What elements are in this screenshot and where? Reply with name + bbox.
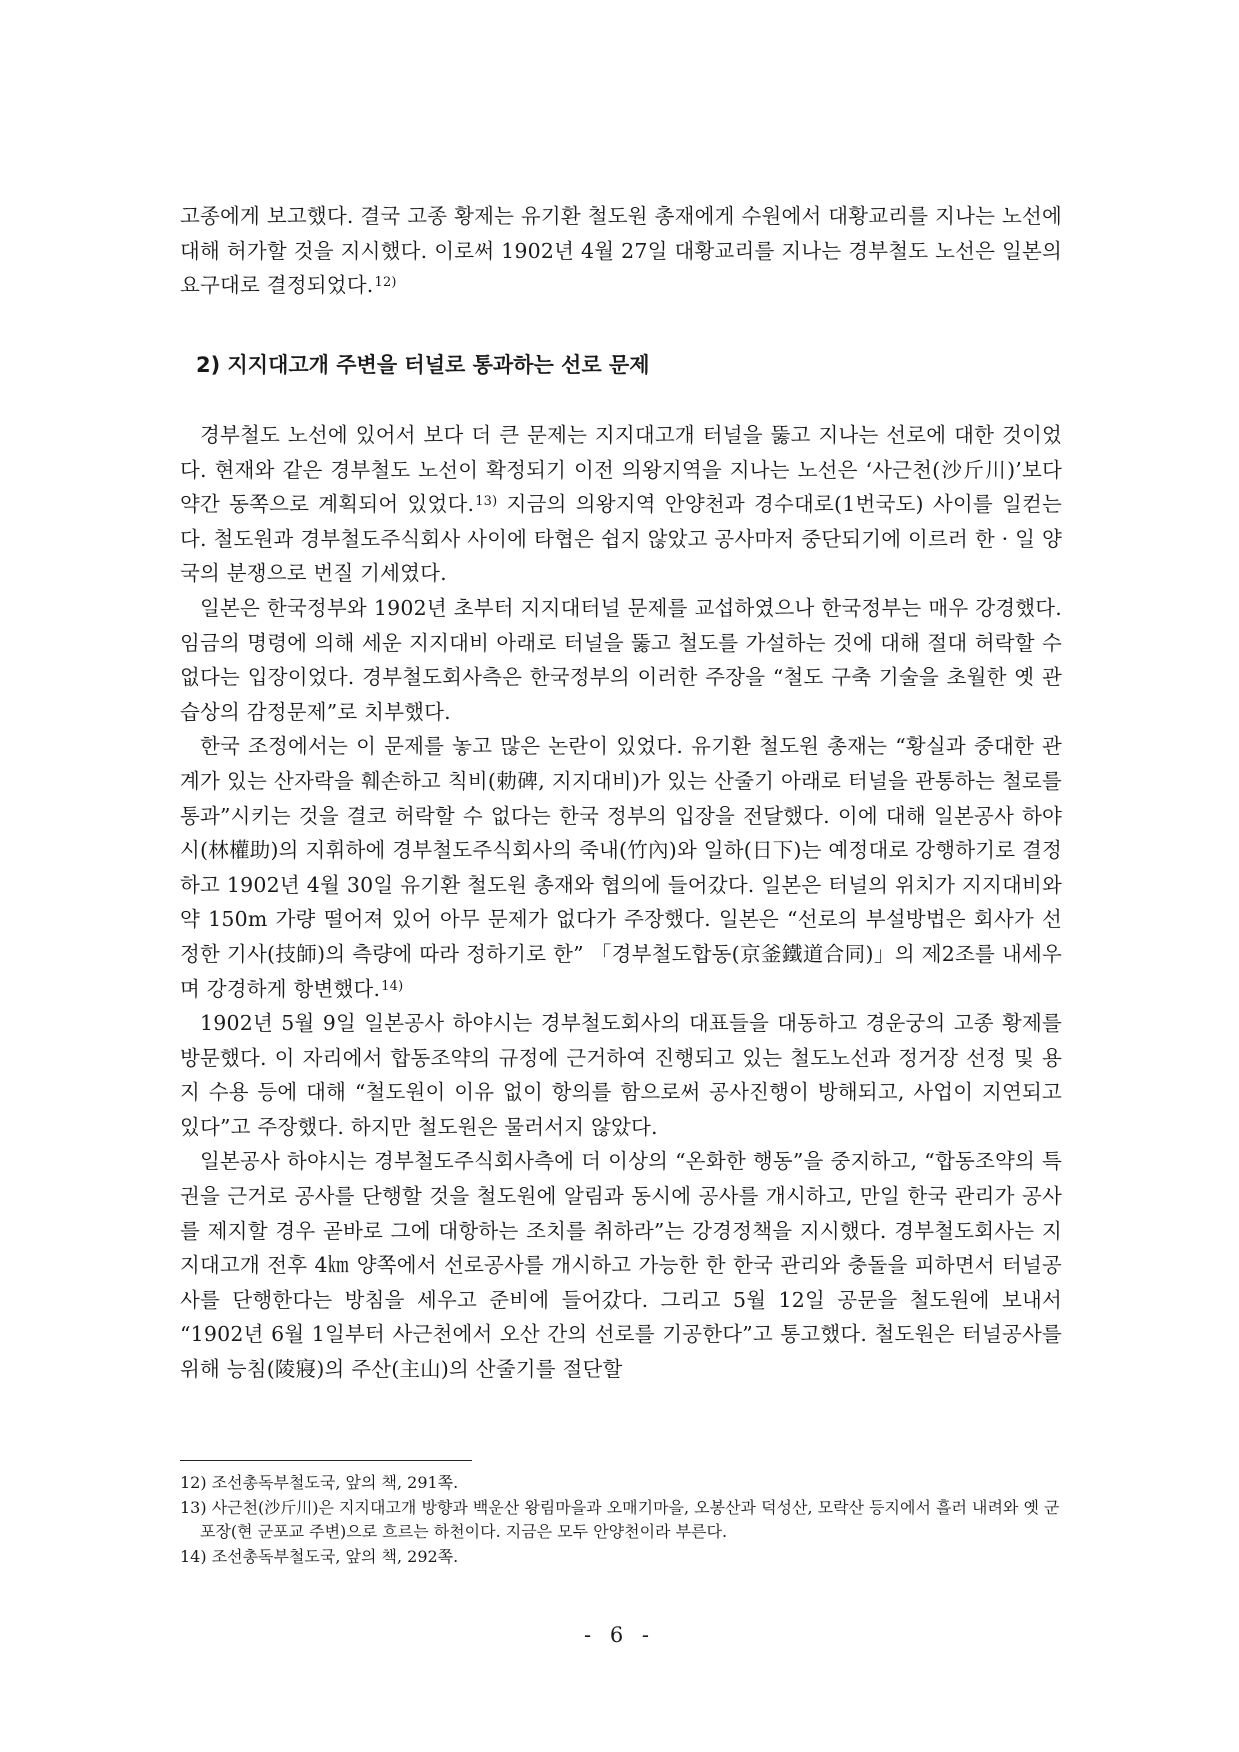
paragraph-1-text-b: 지금의 의왕지역 안양천과 경수대로(1번국도) 사이를 일컫는다. 철도원과 경부철도주식회사 사이에 타협은 쉽지 않았고 공사마저 중단되기에 이르러 한 · 일 양국의 분쟁으로 번질 기세였다. [180, 492, 1063, 586]
footnotes-list [180, 1471, 1062, 1569]
paragraph-1-text-a: 경부철도 노선에 있어서 보다 더 큰 문제는 지지대고개 터널을 뚫고 지나는 선로에 대한 것이었다. 현재와 같은 경부철도 노선이 확정되기 이전 의왕지역을 지나는 노선은 ‘사근천(沙斤川)’보다 약간 동쪽으로 계획되어 있었다. [180, 423, 1062, 517]
paragraph-1 [180, 418, 1062, 591]
footnote-ref-14: 14) [381, 978, 404, 994]
page-number: - 6 - [584, 1623, 655, 1647]
footnote-13: 13) 사근천(沙斤川)은 지지대고개 방향과 백운산 왕림마을과 오매기마을, 오봉산과 덕성산, 모락산 등지에서 흘러 내려와 옛 군포장(현 군포교 주변)으로 흐르는 하천이다. 지금은 모두 안양천이라 부른다. [180, 1497, 1060, 1541]
footnote-12: 12) 조선총독부철도국, 앞의 책, 291쪽. [180, 1473, 459, 1492]
section-body [180, 418, 1062, 1387]
footnote-separator [180, 1460, 472, 1461]
intro-text [180, 199, 1062, 303]
footnote-ref-13: 13) [475, 494, 498, 510]
section-heading: 2) 지지대고개 주변을 터널로 통과하는 선로 문제 [196, 353, 650, 377]
intro-paragraph [180, 199, 1062, 303]
paragraph-5: 일본공사 하야시는 경부철도주식회사측에 더 이상의 “온화한 행동”을 중지하고, “합동조약의 특권을 근거로 공사를 단행할 것을 철도원에 알림과 동시에 공사를 개시하고, 만일 한국 관리가 공사를 제지할 경우 곧바로 그에 대항하는 조치를 취하라”는 강경정책을 지시했다. 경부철도회사는 지지대고개 전후 4㎞ 양쪽에서 선로공사를 개시하고 가능한 한 한국 관리와 충돌을 피하면서 터널공사를 단행한다는 방침을 세우고 준비에 들어갔다. 그리고 5월 12일 공문을 철도원에 보내서 “1902년 6월 1일부터 사근천에서 오산 간의 선로를 기공한다”고 통고했다. 철도원은 터널공사를 위해 능침(陵寢)의 주산(主山)의 산줄기를 절단할 [180, 1149, 1062, 1382]
paragraph-3 [180, 729, 1062, 1006]
paragraph-2: 일본은 한국정부와 1902년 초부터 지지대터널 문제를 교섭하였으나 한국정부는 매우 강경했다. 임금의 명령에 의해 세운 지지대비 아래로 터널을 뚫고 철도를 가설하는 것에 대해 절대 허락할 수 없다는 입장이었다. 경부철도회사측은 한국정부의 이러한 주장을 “철도 구축 기술을 초월한 옛 관습상의 감정문제”로 치부했다. [180, 595, 1062, 724]
footnote-ref-12: 12) [374, 275, 397, 291]
intro-body: 고종에게 보고했다. 결국 고종 황제는 유기환 철도원 총재에게 수원에서 대황교리를 지나는 노선에 대해 허가할 것을 지시했다. 이로써 1902년 4월 27일 대황교리를 지나는 경부철도 노선은 일본의 요구대로 결정되었다. [180, 204, 1062, 298]
footnote-14: 14) 조선총독부철도국, 앞의 책, 292쪽. [180, 1546, 459, 1566]
paragraph-3-text-a: 한국 조정에서는 이 문제를 놓고 많은 논란이 있었다. 유기환 철도원 총재는 “황실과 중대한 관계가 있는 산자락을 훼손하고 칙비(勅碑, 지지대비)가 있는 산줄기 아래로 터널을 관통하는 철로를 통과”시키는 것을 결코 허락할 수 없다는 한국 정부의 입장을 전달했다. 이에 대해 일본공사 하야시(林權助)의 지휘하에 경부철도주식회사의 죽내(竹內)와 일하(日下)는 예정대로 강행하기로 결정하고 1902년 4월 30일 유기환 철도원 총재와 협의에 들어갔다. 일본은 터널의 위치가 지지대비와 약 150m 가량 떨어져 있어 아무 문제가 없다가 주장했다. 일본은 “선로의 부설방법은 회사가 선정한 기사(技師)의 측량에 따라 정하기로 한” 「경부철도합동(京釜鐵道合同)」의 제2조를 내세우며 강경하게 항변했다. [180, 734, 1062, 1001]
paragraph-4: 1902년 5월 9일 일본공사 하야시는 경부철도회사의 대표들을 대동하고 경운궁의 고종 황제를 방문했다. 이 자리에서 합동조약의 규정에 근거하여 진행되고 있는 철도노선과 정거장 선정 및 용지 수용 등에 대해 “철도원이 이유 없이 항의를 함으로써 공사진행이 방해되고, 사업이 지연되고 있다”고 주장했다. 하지만 철도원은 물러서지 않았다. [180, 1011, 1062, 1139]
